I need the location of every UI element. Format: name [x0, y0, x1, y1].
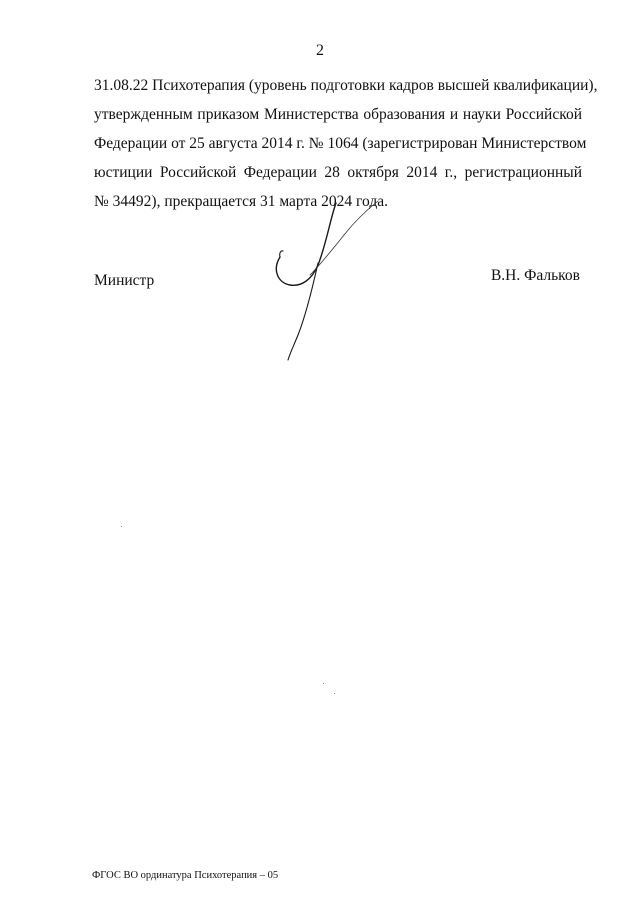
body-line-3: Федерации от 25 августа 2014 г. № 1064 (зарегистрирован Министерством: [94, 135, 587, 152]
body-line-1: 31.08.22 Психотерапия (уровень подготовки кадров высшей квалификации),: [94, 77, 598, 94]
signer-name: В.Н. Фальков: [490, 267, 580, 284]
scan-speck: [323, 683, 324, 684]
scan-speck: [121, 526, 122, 527]
scan-speck: [334, 693, 335, 694]
handwritten-signature: [260, 195, 400, 370]
body-line-4: юстиции Российской Федерации 28 октября 2014 г., регистрационный: [94, 164, 582, 181]
body-line-2: утвержденным приказом Министерства образования и науки Российской: [94, 106, 582, 123]
body-line-5: № 34492), прекращается 31 марта 2024 года.: [94, 193, 388, 210]
page-number: 2: [316, 42, 324, 59]
footer-code: ФГОС ВО ординатура Психотерапия – 05: [92, 870, 279, 881]
signer-role: Министр: [94, 272, 155, 289]
